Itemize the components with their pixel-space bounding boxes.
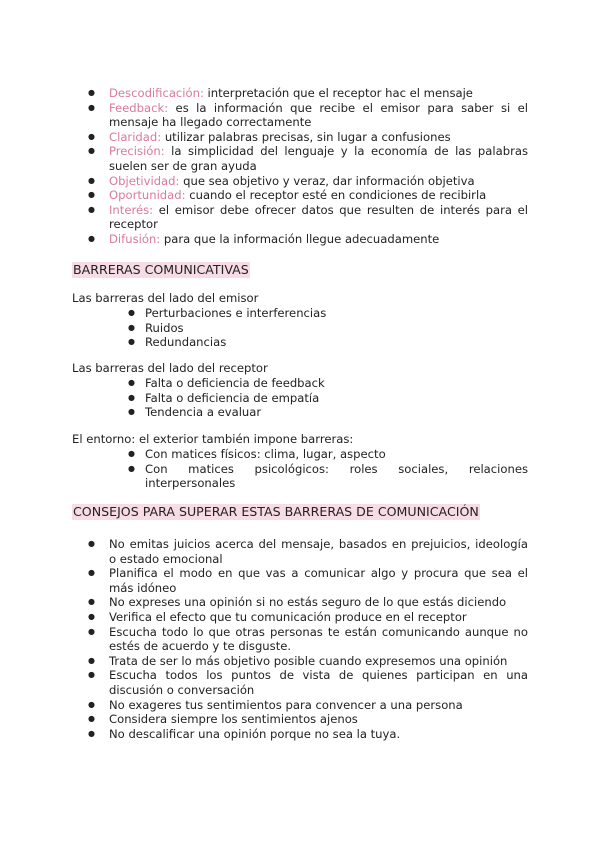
list-item [88, 86, 528, 101]
receptor-intro: Las barreras del lado del receptor [72, 361, 268, 375]
term-description: cuando el receptor esté en condiciones de recibirla [185, 188, 487, 203]
communication-qualities-list [88, 86, 528, 247]
list-item: ● Tendencia a evaluar [128, 405, 528, 420]
list-item: ● No descalificar una opinión porque no sea la tuya. [88, 727, 528, 742]
term-description: interpretación que el receptor hac el mensaje [203, 86, 473, 100]
list-item [88, 232, 528, 247]
tips-heading: CONSEJOS PARA SUPERAR ESTAS BARRERAS DE COMUNICACIÓN [73, 504, 479, 519]
list-item [88, 188, 528, 203]
term-label: Interés: [109, 202, 154, 217]
list-item [88, 101, 528, 130]
list-item [88, 130, 528, 145]
tips-list [88, 537, 528, 741]
term-description: la simplicidad del lenguaje y la economía de las palabras suelen ser de gran ayuda [109, 144, 528, 173]
list-item: ● Falta o deficiencia de empatía [128, 391, 528, 406]
list-item: ● Escucha todos los puntos de vista de quienes participan en una discusión o conversación [88, 668, 528, 697]
list-item [88, 174, 528, 189]
term-label: Oportunidad: [109, 188, 186, 203]
term-description: el emisor debe ofrecer datos que resulten de interés para el receptor [109, 202, 528, 232]
emisor-intro: Las barreras del lado del emisor [72, 291, 259, 305]
term-description: para que la información llegue adecuadamente [160, 231, 440, 246]
list-item: ● Considera siempre los sentimientos ajenos [88, 712, 528, 727]
list-item: ● Con matices físicos: clima, lugar, aspecto [128, 447, 528, 462]
barriers-heading: BARRERAS COMUNICATIVAS [73, 262, 249, 277]
term-description: es la información que recibe el emisor para saber si el mensaje ha llegado correctamente [109, 100, 528, 130]
list-item: ● Con matices psicológicos: roles sociales, relaciones interpersonales [128, 462, 528, 491]
term-description: que sea objetivo y veraz, dar información objetiva [179, 173, 475, 188]
term-label: Precisión: [109, 144, 165, 159]
term-label: Objetividad: [109, 173, 180, 188]
list-item [88, 144, 528, 173]
list-item: ● No exageres tus sentimientos para convencer a una persona [88, 698, 528, 713]
list-item: ● Verifica el efecto que tu comunicación produce en el receptor [88, 610, 528, 625]
list-item: ● No expreses una opinión si no estás seguro de lo que estás diciendo [88, 595, 528, 610]
list-item: ● Falta o deficiencia de feedback [128, 376, 528, 391]
list-item: ● Escucha todo lo que otras personas te están comunicando aunque no estés de acuerdo y te disguste. [88, 625, 528, 654]
emisor-barriers-list [128, 306, 528, 350]
entorno-intro: El entorno: el exterior también impone barreras: [72, 432, 354, 446]
list-item: ● Planifica el modo en que vas a comunicar algo y procura que sea el más idóneo [88, 566, 528, 595]
list-item: ● Ruidos [128, 321, 528, 336]
term-description: utilizar palabras precisas, sin lugar a confusiones [161, 129, 451, 144]
list-item [88, 203, 528, 232]
list-item: ● Trata de ser lo más objetivo posible cuando expresemos una opinión [88, 654, 528, 669]
term-label: Feedback: [109, 100, 169, 115]
term-label: Descodificación: [109, 86, 204, 100]
list-item: ● No emitas juicios acerca del mensaje, basados en prejuicios, ideología o estado emocional [88, 537, 528, 566]
entorno-barriers-list [128, 447, 528, 491]
list-item: ● Redundancias [128, 335, 528, 350]
list-item: ● Perturbaciones e interferencias [128, 306, 528, 321]
term-label: Claridad: [109, 129, 162, 144]
receptor-barriers-list [128, 376, 528, 420]
term-label: Difusión: [109, 231, 161, 246]
